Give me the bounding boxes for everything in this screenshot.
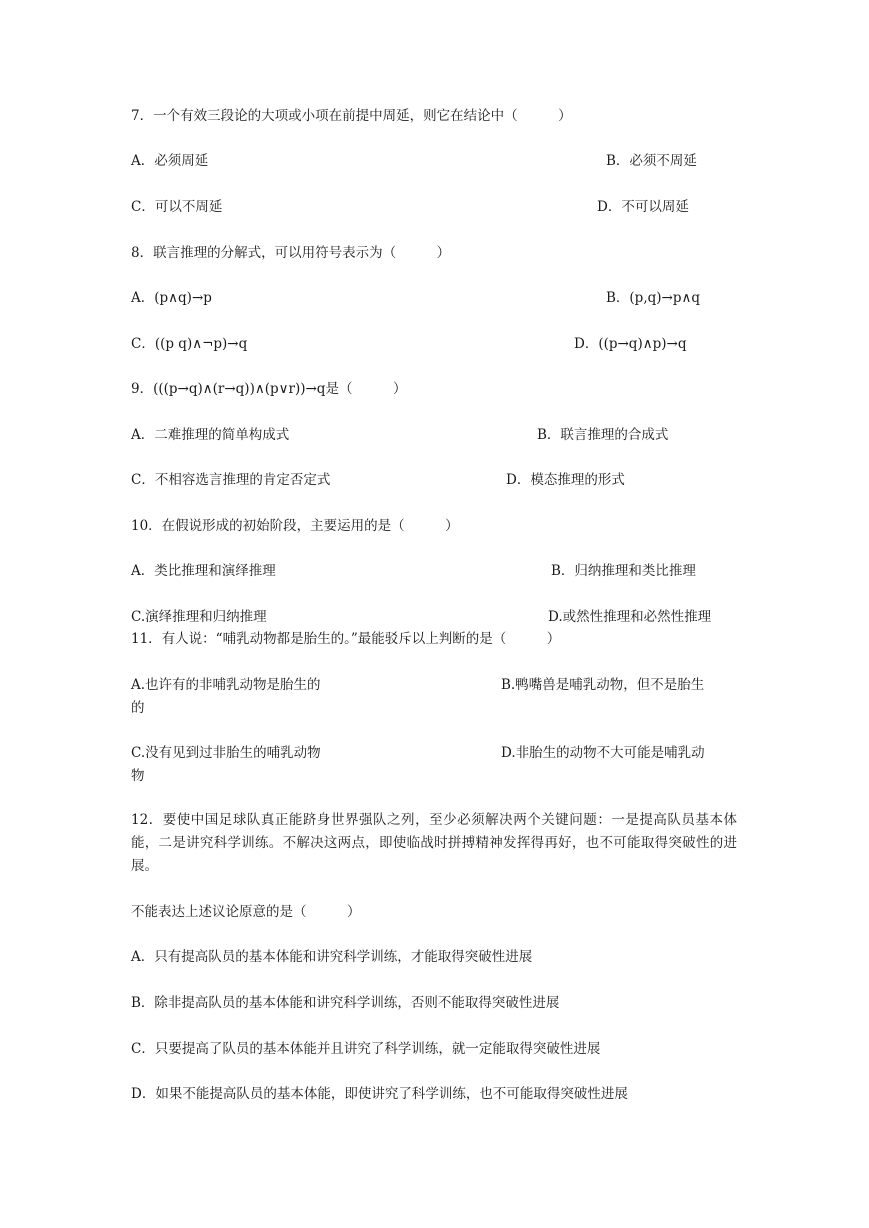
- q9-option-a: A．二难推理的简单构成式: [131, 427, 290, 443]
- q8-option-a: A．(p∧q)→p: [131, 290, 212, 306]
- q9-option-b: B．联言推理的合成式: [537, 427, 669, 443]
- q10-option-a: A．类比推理和演绎推理: [131, 563, 276, 579]
- q7-stem: 7．一个有效三段论的大项或小项在前提中周延，则它在结论中（ ）: [131, 108, 572, 124]
- q8-option-b: B．(p,q)→p∧q: [606, 290, 701, 306]
- q11-option-c: C.没有见到过非胎生的哺乳动物: [131, 745, 321, 761]
- q9-option-c: C．不相容选言推理的肯定否定式: [131, 472, 331, 488]
- q11-option-d-continued: 物: [131, 768, 145, 784]
- q8-option-c: C．((p q)∧¬p)→q: [131, 336, 248, 352]
- q10-option-d: D.或然性推理和必然性推理: [548, 609, 712, 625]
- q11-stem: 11．有人说：“哺乳动物都是胎生的。”最能驳斥以上判断的是（ ）: [131, 631, 561, 647]
- q11-option-d: D.非胎生的动物不大可能是哺乳动: [501, 745, 705, 761]
- q11-option-a: A.也许有的非哺乳动物是胎生的: [131, 677, 321, 693]
- q10-option-b: B．归纳推理和类比推理: [551, 563, 696, 579]
- q8-stem: 8．联言推理的分解式，可以用符号表示为（ ）: [131, 245, 451, 261]
- q12-option-d: D．如果不能提高队员的基本体能，即使讲究了科学训练，也不可能取得突破性进展: [131, 1086, 628, 1102]
- q7-option-a: A．必须周延: [131, 153, 209, 169]
- q10-option-c: C.演绎推理和归纳推理: [131, 609, 267, 625]
- q12-stem: 不能表达上述议论原意的是（ ）: [131, 904, 361, 920]
- q11-option-b-continued: 的: [131, 700, 145, 716]
- q7-option-c: C．可以不周延: [131, 199, 223, 215]
- q7-option-b: B．必须不周延: [606, 153, 697, 169]
- q12-passage: 12．要使中国足球队真正能跻身世界强队之列，至少必须解决两个关键问题：一是提高队员基本体能，二是讲究科学训练。不解决这两点，即使临战时拼搏精神发挥得再好，也不可能取得突破性的进展。: [131, 812, 737, 874]
- q9-stem: 9．(((p→q)∧(r→q))∧(p∨r))→q是（ ）: [131, 381, 407, 397]
- q9-option-d: D．模态推理的形式: [506, 472, 625, 488]
- q10-stem: 10．在假说形成的初始阶段，主要运用的是（ ）: [131, 518, 459, 534]
- q12-option-c: C．只要提高了队员的基本体能并且讲究了科学训练，就一定能取得突破性进展: [131, 1041, 601, 1057]
- q7-option-d: D．不可以周延: [597, 199, 689, 215]
- q8-option-d: D．((p→q)∧p)→q: [574, 336, 687, 352]
- q12-option-a: A．只有提高队员的基本体能和讲究科学训练，才能取得突破性进展: [131, 949, 533, 965]
- q11-option-b: B.鸭嘴兽是哺乳动物，但不是胎生: [501, 677, 705, 693]
- q12-option-b: B．除非提高队员的基本体能和讲究科学训练，否则不能取得突破性进展: [131, 995, 560, 1011]
